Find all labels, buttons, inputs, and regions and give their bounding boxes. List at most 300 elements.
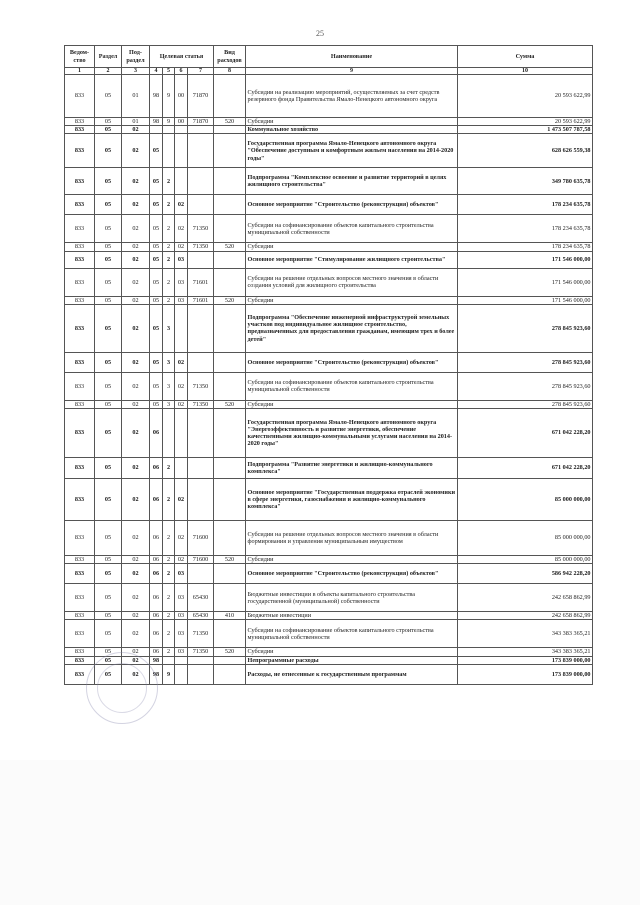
cell-name: Расходы, не отнесенные к государственным программам [246,664,458,684]
cell-measure: 03 [175,648,188,656]
cell-exp-type [214,409,246,458]
cell-sum: 278 845 923,60 [458,400,593,408]
cell-subprogram: 3 [163,304,175,352]
cell-program: 06 [150,620,163,648]
cell-name: Государственная программа Ямало-Ненецкого автономного округа "Энергоэффективность и развитие энергетики, обеспечение качественными жилищно-коммунальными услугами населения на 2014-2020 годы" [246,409,458,458]
header-name: Наименование [246,46,458,68]
cell-program: 06 [150,521,163,556]
cell-measure: 02 [175,400,188,408]
cell-section: 05 [95,458,122,479]
column-number: 7 [188,68,214,75]
cell-dept: 833 [65,458,95,479]
cell-subsection: 02 [122,268,150,296]
cell-program: 05 [150,352,163,372]
cell-sum: 671 042 228,20 [458,458,593,479]
cell-dept: 833 [65,268,95,296]
stamp-mark [86,652,158,724]
cell-measure [175,168,188,195]
cell-sum: 671 042 228,20 [458,409,593,458]
cell-section: 05 [95,400,122,408]
cell-subsection: 02 [122,409,150,458]
table-row [65,648,593,656]
cell-exp-type: 520 [214,296,246,304]
cell-section: 05 [95,251,122,268]
cell-exp-type [214,372,246,400]
cell-direction [188,134,214,168]
cell-subsection: 02 [122,556,150,564]
cell-sum: 278 845 923,60 [458,372,593,400]
cell-subsection: 02 [122,400,150,408]
cell-measure: 02 [175,556,188,564]
cell-subprogram: 3 [163,352,175,372]
cell-dept: 833 [65,243,95,251]
table-row [65,372,593,400]
cell-exp-type: 520 [214,556,246,564]
cell-exp-type [214,458,246,479]
table-row [65,134,593,168]
cell-dept: 833 [65,215,95,243]
cell-direction: 71870 [188,118,214,126]
cell-dept: 833 [65,134,95,168]
cell-subprogram: 2 [163,584,175,612]
cell-section: 05 [95,134,122,168]
cell-name: Основное мероприятие "Строительство (реконструкция) объектов" [246,352,458,372]
cell-sum: 85 000 000,00 [458,479,593,521]
cell-dept: 833 [65,118,95,126]
cell-sum: 85 000 000,00 [458,556,593,564]
cell-exp-type: 520 [214,400,246,408]
column-number: 9 [246,68,458,75]
cell-program: 06 [150,584,163,612]
cell-section: 05 [95,620,122,648]
budget-table [64,45,593,685]
cell-sum: 628 626 559,38 [458,134,593,168]
cell-program: 05 [150,372,163,400]
table-row [65,251,593,268]
cell-exp-type: 520 [214,648,246,656]
cell-subsection: 02 [122,656,150,664]
cell-subsection: 02 [122,458,150,479]
cell-subsection: 02 [122,620,150,648]
cell-section: 05 [95,372,122,400]
cell-section: 05 [95,479,122,521]
cell-subprogram: 2 [163,648,175,656]
cell-sum: 171 546 000,00 [458,268,593,296]
cell-dept: 833 [65,251,95,268]
cell-sum: 20 593 622,99 [458,118,593,126]
cell-sum: 178 234 635,78 [458,243,593,251]
cell-name: Бюджетные инвестиции [246,612,458,620]
cell-measure: 03 [175,564,188,584]
cell-exp-type [214,126,246,134]
cell-dept: 833 [65,656,95,664]
cell-section: 05 [95,75,122,118]
cell-program: 05 [150,243,163,251]
cell-program: 98 [150,118,163,126]
cell-sum: 178 234 635,78 [458,195,593,215]
table-row [65,409,593,458]
cell-exp-type [214,195,246,215]
cell-name: Непрограммные расходы [246,656,458,664]
cell-sum: 586 942 228,20 [458,564,593,584]
cell-exp-type [214,521,246,556]
cell-direction [188,458,214,479]
cell-name: Основное мероприятие "Стимулирование жилищного строительства" [246,251,458,268]
cell-measure [175,409,188,458]
cell-subsection: 02 [122,521,150,556]
header-sum: Сумма [458,46,593,68]
cell-exp-type [214,352,246,372]
cell-measure: 02 [175,479,188,521]
table-row [65,126,593,134]
cell-direction [188,564,214,584]
table-row [65,556,593,564]
cell-program: 05 [150,168,163,195]
cell-name: Субсидии на софинансирование объектов капитального строительства муниципальной собственности [246,372,458,400]
cell-direction [188,479,214,521]
header-section: Раздел [95,46,122,68]
table-row [65,168,593,195]
cell-direction [188,168,214,195]
budget-table-body [65,75,593,685]
cell-exp-type [214,479,246,521]
cell-sum: 173 839 000,00 [458,664,593,684]
cell-measure [175,126,188,134]
table-row [65,479,593,521]
cell-section: 05 [95,126,122,134]
cell-direction [188,304,214,352]
cell-measure: 03 [175,268,188,296]
cell-measure: 02 [175,243,188,251]
cell-subsection: 02 [122,479,150,521]
cell-subprogram: 2 [163,458,175,479]
cell-subsection: 02 [122,126,150,134]
cell-measure: 03 [175,612,188,620]
cell-sum: 278 845 923,60 [458,304,593,352]
cell-section: 05 [95,352,122,372]
cell-subsection: 02 [122,612,150,620]
table-row [65,400,593,408]
cell-sum: 278 845 923,60 [458,352,593,372]
cell-direction: 71350 [188,243,214,251]
cell-subprogram: 2 [163,564,175,584]
cell-name: Основное мероприятие "Строительство (реконструкция) объектов" [246,195,458,215]
cell-subsection: 02 [122,564,150,584]
cell-measure [175,134,188,168]
cell-direction [188,195,214,215]
cell-direction [188,251,214,268]
cell-sum: 343 383 365,21 [458,620,593,648]
cell-subsection: 02 [122,664,150,684]
cell-dept: 833 [65,304,95,352]
cell-section: 05 [95,521,122,556]
cell-dept: 833 [65,664,95,684]
column-number-row [65,68,593,75]
table-row [65,243,593,251]
cell-name: Субсидии [246,296,458,304]
cell-exp-type [214,134,246,168]
cell-dept: 833 [65,195,95,215]
cell-section: 05 [95,556,122,564]
cell-name: Государственная программа Ямало-Ненецкого автономного округа "Обеспечение доступным и комфортным жильем населения на 2014-2020 годы" [246,134,458,168]
cell-exp-type [214,564,246,584]
cell-subprogram [163,656,175,664]
cell-subprogram: 2 [163,612,175,620]
cell-subsection: 02 [122,352,150,372]
cell-section: 05 [95,168,122,195]
cell-exp-type [214,620,246,648]
cell-measure [175,664,188,684]
cell-sum: 20 593 622,99 [458,75,593,118]
cell-subprogram: 9 [163,75,175,118]
cell-direction: 71600 [188,556,214,564]
cell-subsection: 02 [122,195,150,215]
cell-dept: 833 [65,296,95,304]
cell-dept: 833 [65,400,95,408]
cell-sum: 173 839 000,00 [458,656,593,664]
cell-section: 05 [95,118,122,126]
cell-program: 06 [150,612,163,620]
cell-exp-type [214,168,246,195]
cell-subprogram: 2 [163,521,175,556]
column-number: 6 [175,68,188,75]
cell-section: 05 [95,268,122,296]
column-number: 3 [122,68,150,75]
cell-subprogram [163,126,175,134]
cell-measure [175,304,188,352]
cell-measure: 03 [175,251,188,268]
cell-name: Субсидии [246,243,458,251]
cell-section: 05 [95,612,122,620]
cell-subsection: 02 [122,372,150,400]
table-row [65,304,593,352]
cell-section: 05 [95,564,122,584]
cell-direction: 71601 [188,268,214,296]
cell-subsection: 01 [122,118,150,126]
cell-measure: 03 [175,296,188,304]
cell-direction: 71350 [188,400,214,408]
cell-program: 06 [150,556,163,564]
cell-dept: 833 [65,612,95,620]
table-row [65,215,593,243]
cell-program: 06 [150,479,163,521]
cell-sum: 242 658 862,99 [458,612,593,620]
header-exp-type: Вид расходов [214,46,246,68]
header-dept: Ведом-ство [65,46,95,68]
cell-section: 05 [95,409,122,458]
cell-section: 05 [95,656,122,664]
cell-subprogram: 2 [163,620,175,648]
cell-name: Субсидии на реализацию мероприятий, осуществляемых за счет средств резервного фонда Правительства Ямало-Ненецкого автономного округа [246,75,458,118]
cell-measure: 02 [175,215,188,243]
cell-dept: 833 [65,75,95,118]
cell-program: 98 [150,75,163,118]
cell-name: Субсидии на решение отдельных вопросов местного значения в области создания условий для жилищного строительства [246,268,458,296]
cell-subprogram: 2 [163,195,175,215]
column-number: 2 [95,68,122,75]
cell-section: 05 [95,195,122,215]
cell-measure: 03 [175,584,188,612]
cell-name: Субсидии [246,400,458,408]
cell-dept: 833 [65,352,95,372]
cell-subprogram [163,134,175,168]
cell-exp-type [214,268,246,296]
cell-measure [175,656,188,664]
cell-section: 05 [95,215,122,243]
table-row [65,118,593,126]
cell-subprogram: 2 [163,479,175,521]
table-row [65,458,593,479]
cell-subprogram: 2 [163,296,175,304]
cell-name: Коммунальное хозяйство [246,126,458,134]
table-row [65,584,593,612]
table-row [65,564,593,584]
cell-subsection: 02 [122,215,150,243]
cell-dept: 833 [65,126,95,134]
cell-section: 05 [95,584,122,612]
column-number: 8 [214,68,246,75]
table-row [65,195,593,215]
cell-program: 05 [150,268,163,296]
cell-name: Подпрограмма "Обеспечение инженерной инфраструктурой земельных участков под индивидуальное жилищное строительство, предназначенных для предоставления гражданам, имеющим трех и более детей" [246,304,458,352]
table-row [65,75,593,118]
cell-exp-type: 410 [214,612,246,620]
cell-exp-type [214,215,246,243]
table-row [65,612,593,620]
cell-name: Субсидии на решение отдельных вопросов местного значения в области формирования и управления муниципальным имуществом [246,521,458,556]
cell-measure: 00 [175,118,188,126]
cell-direction [188,126,214,134]
cell-direction: 71350 [188,215,214,243]
cell-section: 05 [95,304,122,352]
cell-subprogram: 2 [163,215,175,243]
cell-program: 05 [150,215,163,243]
cell-measure: 02 [175,352,188,372]
cell-dept: 833 [65,521,95,556]
cell-subprogram: 9 [163,664,175,684]
cell-program: 06 [150,564,163,584]
cell-program: 05 [150,251,163,268]
cell-measure: 02 [175,521,188,556]
cell-name: Субсидии на софинансирование объектов капитального строительства муниципальной собственности [246,620,458,648]
page-number: 25 [316,29,324,38]
cell-direction [188,352,214,372]
cell-dept: 833 [65,564,95,584]
cell-subsection: 02 [122,251,150,268]
cell-name: Субсидии [246,556,458,564]
cell-dept: 833 [65,584,95,612]
cell-subprogram: 2 [163,268,175,296]
cell-sum: 349 780 635,78 [458,168,593,195]
cell-subsection: 02 [122,304,150,352]
cell-measure: 03 [175,620,188,648]
cell-direction: 65430 [188,612,214,620]
cell-program: 98 [150,656,163,664]
table-row [65,296,593,304]
cell-exp-type: 520 [214,243,246,251]
table-row [65,352,593,372]
cell-dept: 833 [65,409,95,458]
cell-direction: 71870 [188,75,214,118]
column-number: 1 [65,68,95,75]
cell-sum: 343 383 365,21 [458,648,593,656]
cell-dept: 833 [65,620,95,648]
cell-sum: 242 658 862,99 [458,584,593,612]
column-number: 10 [458,68,593,75]
cell-name: Подпрограмма "Развитие энергетики и жилищно-коммунального комплекса" [246,458,458,479]
cell-measure [175,458,188,479]
cell-name: Субсидии [246,118,458,126]
cell-direction: 71601 [188,296,214,304]
cell-subprogram: 3 [163,400,175,408]
cell-subprogram [163,409,175,458]
cell-dept: 833 [65,556,95,564]
cell-measure: 02 [175,372,188,400]
cell-exp-type [214,656,246,664]
cell-name: Основное мероприятие "Государственная поддержка отраслей экономики в сфере энергетики, газоснабжения и жилищно-коммунального комплекса" [246,479,458,521]
cell-subsection: 02 [122,296,150,304]
cell-subprogram: 2 [163,243,175,251]
table-row [65,620,593,648]
cell-direction [188,664,214,684]
cell-exp-type [214,664,246,684]
cell-name: Бюджетные инвестиции в объекты капитального строительства государственной (муниципальной) собственности [246,584,458,612]
cell-dept: 833 [65,479,95,521]
cell-name: Подпрограмма "Комплексное освоение и развитие территорий в целях жилищного строительства" [246,168,458,195]
cell-direction [188,656,214,664]
cell-dept: 833 [65,372,95,400]
cell-direction: 71350 [188,372,214,400]
cell-sum: 85 000 000,00 [458,521,593,556]
table-row [65,268,593,296]
cell-section: 05 [95,243,122,251]
cell-dept: 833 [65,168,95,195]
column-number: 5 [163,68,175,75]
cell-sum: 178 234 635,78 [458,215,593,243]
cell-direction: 71350 [188,620,214,648]
cell-exp-type [214,584,246,612]
cell-section: 05 [95,296,122,304]
cell-subsection: 02 [122,648,150,656]
cell-subsection: 02 [122,243,150,251]
cell-subsection: 01 [122,75,150,118]
cell-program: 05 [150,296,163,304]
table-row [65,521,593,556]
cell-measure: 02 [175,195,188,215]
cell-subprogram: 3 [163,372,175,400]
cell-direction: 71600 [188,521,214,556]
cell-program [150,126,163,134]
cell-direction: 71350 [188,648,214,656]
cell-sum: 171 546 000,00 [458,296,593,304]
cell-sum: 1 473 507 787,58 [458,126,593,134]
cell-section: 05 [95,648,122,656]
cell-name: Субсидии [246,648,458,656]
cell-subsection: 02 [122,134,150,168]
cell-exp-type [214,304,246,352]
cell-direction: 65430 [188,584,214,612]
cell-subprogram: 9 [163,118,175,126]
cell-exp-type [214,251,246,268]
cell-subsection: 02 [122,584,150,612]
header-target: Целевая статья [150,46,214,68]
cell-direction [188,409,214,458]
cell-program: 06 [150,409,163,458]
cell-section: 05 [95,664,122,684]
cell-name: Основное мероприятие "Строительство (реконструкция) объектов" [246,564,458,584]
cell-program: 06 [150,648,163,656]
cell-subprogram: 2 [163,556,175,564]
